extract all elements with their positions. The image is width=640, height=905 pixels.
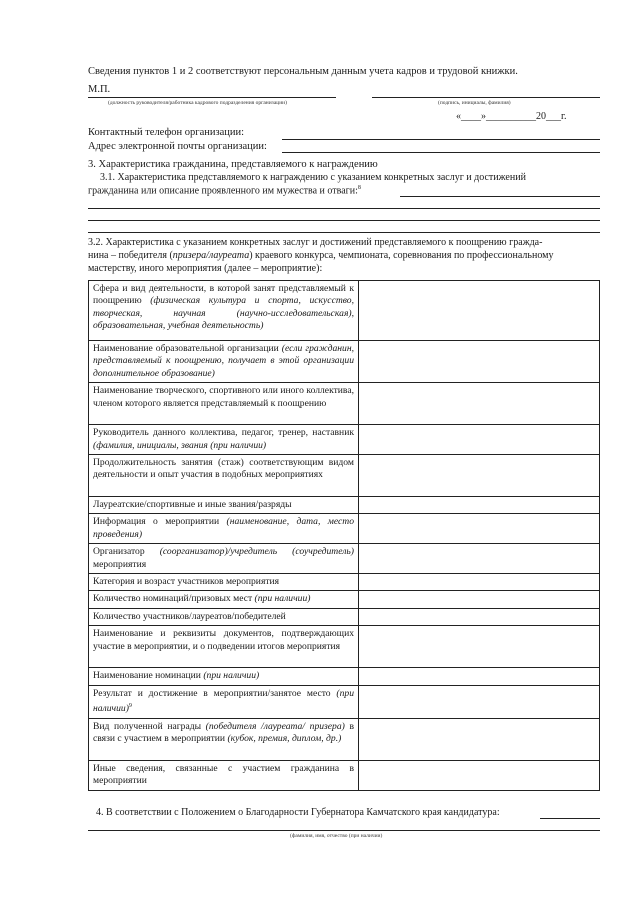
row-value-cell[interactable]	[359, 341, 600, 383]
table-row	[89, 544, 600, 574]
p31-line2: гражданина или описание проявленного им мужества и отваги:$^8$	[88, 185, 361, 197]
row-value-cell[interactable]	[359, 455, 600, 497]
table-row	[89, 455, 600, 497]
date-line[interactable]: «____»__________20___г.	[456, 111, 567, 122]
row-label: Наименование и реквизиты документов, подтверждающих участие в мероприятии, и о подведении итогов мероприятия	[89, 626, 359, 668]
row-value-cell[interactable]	[359, 608, 600, 625]
phone-label: Контактный телефон организации:	[88, 127, 245, 138]
table-row	[89, 591, 600, 608]
p32-line1: 3.2. Характеристика с указанием конкретных заслуг и достижений представляемого к поощрению гражда-	[88, 237, 543, 248]
email-field[interactable]	[282, 152, 600, 153]
phone-field[interactable]	[282, 139, 600, 140]
row-label: Результат и достижение в мероприятии/занятое место (при наличии)$^9$	[89, 685, 359, 718]
table-row	[89, 718, 600, 760]
table-row	[89, 608, 600, 625]
row-value-cell[interactable]	[359, 383, 600, 425]
row-value-cell[interactable]	[359, 718, 600, 760]
candidate-field[interactable]	[540, 818, 600, 819]
row-value-cell[interactable]	[359, 574, 600, 591]
row-label: Наименование творческого, спортивного или иного коллектива, членом которого является представляемый к поощрению	[89, 383, 359, 425]
row-label: Наименование образовательной организации (если гражданин, представляемый к поощрению, получает в этой организации дополнительное образование)	[89, 341, 359, 383]
row-label: Сфера и вид деятельности, в которой занят представляемый к поощрению (физическая культура и спорта, искусство, творческая, научная (научно-исследовательская), образовательная, учебная деятельность)	[89, 281, 359, 341]
row-label: Количество номинаций/призовых мест (при наличии)	[89, 591, 359, 608]
table-row	[89, 497, 600, 514]
table-row	[89, 281, 600, 341]
table-row	[89, 685, 600, 718]
row-value-cell[interactable]	[359, 626, 600, 668]
p32-line2: нина – победителя (призера/лауреата) краевого конкурса, чемпионата, соревнования по профессиональному	[88, 250, 554, 261]
row-label: Лауреатские/спортивные и иные звания/разряды	[89, 497, 359, 514]
table-row	[89, 760, 600, 790]
row-value-cell[interactable]	[359, 760, 600, 790]
table-row	[89, 514, 600, 544]
table-row	[89, 425, 600, 455]
candidate-field-2[interactable]	[88, 830, 600, 831]
email-label: Адрес электронной почты организации:	[88, 141, 267, 152]
position-line	[88, 97, 336, 98]
row-label: Наименование номинации (при наличии)	[89, 668, 359, 685]
signature-line	[372, 97, 600, 98]
row-label: Иные сведения, связанные с участием гражданина в мероприятии	[89, 760, 359, 790]
signature-caption: (подпись, инициалы, фамилия)	[438, 100, 511, 106]
table-row	[89, 341, 600, 383]
p31-field-3[interactable]	[88, 220, 600, 221]
row-value-cell[interactable]	[359, 425, 600, 455]
row-value-cell[interactable]	[359, 668, 600, 685]
row-label: Вид полученной награды (победителя /лауреата/ призера) в связи с участием в мероприятии (кубок, премия, диплом, др.)	[89, 718, 359, 760]
achievement-table	[88, 280, 600, 791]
info-note: Сведения пунктов 1 и 2 соответствуют персональным данным учета кадров и трудовой книжки.	[88, 66, 518, 77]
p31-field-4[interactable]	[88, 232, 600, 233]
table-row	[89, 626, 600, 668]
p31-field-2[interactable]	[88, 208, 600, 209]
row-label: Категория и возраст участников мероприятия	[89, 574, 359, 591]
row-value-cell[interactable]	[359, 497, 600, 514]
section4-caption: (фамилия, имя, отчество (при наличии)	[290, 833, 383, 839]
row-label: Организатор (соорганизатор)/учредитель (соучредитель) мероприятия	[89, 544, 359, 574]
stamp-label: М.П.	[88, 84, 111, 95]
row-label: Продолжительность занятия (стаж) соответствующим видом деятельности и опыт участия в подобных мероприятиях	[89, 455, 359, 497]
row-value-cell[interactable]	[359, 685, 600, 718]
section3-title: 3. Характеристика гражданина, представляемого к награждению	[88, 159, 378, 170]
row-value-cell[interactable]	[359, 514, 600, 544]
table-row	[89, 668, 600, 685]
p32-line3: мастерству, иного мероприятия (далее – мероприятие):	[88, 263, 323, 274]
row-label: Количество участников/лауреатов/победителей	[89, 608, 359, 625]
row-value-cell[interactable]	[359, 544, 600, 574]
position-caption: (должность руководителя/работника кадрового подразделения организации)	[108, 100, 287, 106]
section4-text: 4. В соответствии с Положением о Благодарности Губернатора Камчатского края кандидатура:	[96, 807, 500, 818]
table-row	[89, 574, 600, 591]
p31-line1: 3.1. Характеристика представляемого к награждению с указанием конкретных заслуг и достижений	[100, 172, 526, 183]
table-row	[89, 383, 600, 425]
row-value-cell[interactable]	[359, 281, 600, 341]
row-label: Информация о мероприятии (наименование, дата, место проведения)	[89, 514, 359, 544]
row-label: Руководитель данного коллектива, педагог, тренер, наставник (фамилия, инициалы, звания (при наличии)	[89, 425, 359, 455]
row-value-cell[interactable]	[359, 591, 600, 608]
p31-field-1[interactable]	[400, 196, 600, 197]
